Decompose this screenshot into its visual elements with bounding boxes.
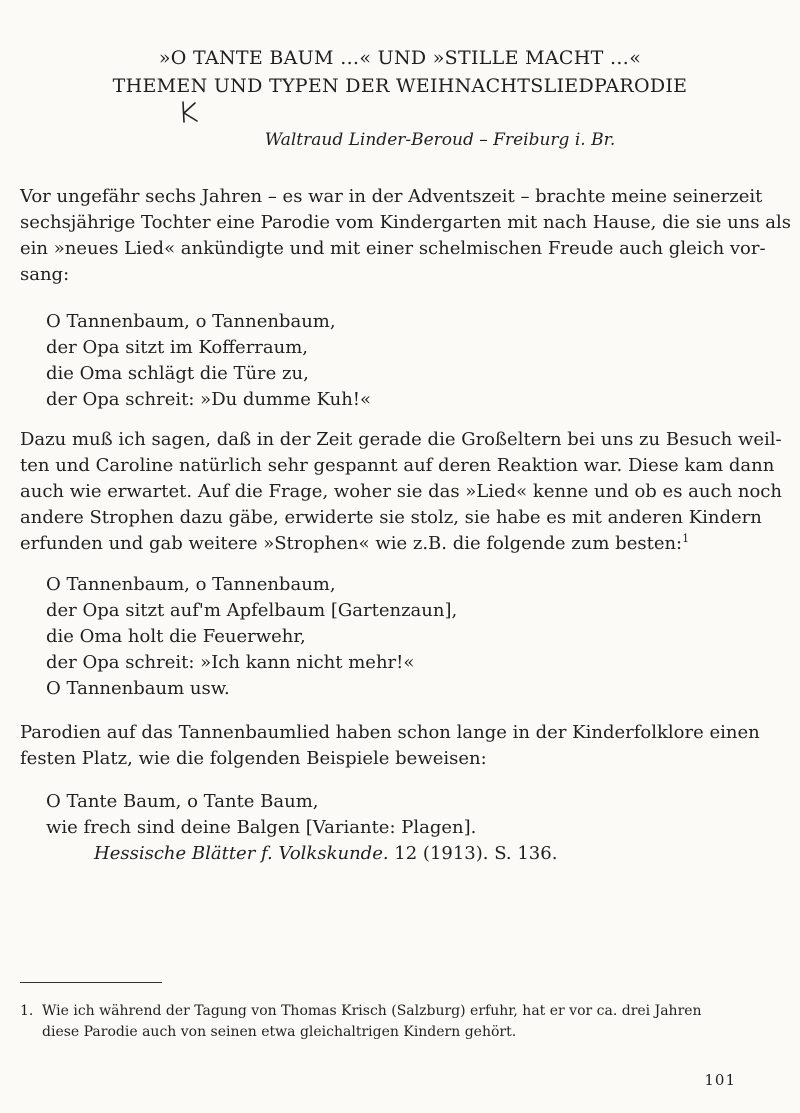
verse-2 xyxy=(46,572,736,702)
paragraph-line: Parodien auf das Tannenbaumlied haben schon lange in der Kinderfolklore einen xyxy=(20,722,760,743)
source-details: 12 (1913). S. 136. xyxy=(388,843,558,864)
title-line-2: THEMEN UND TYPEN DER WEIHNACHTSLIEDPARODIE xyxy=(112,75,688,97)
verse-line: der Opa schreit: »Ich kann nicht mehr!« xyxy=(46,652,415,673)
paragraph-line: sechsjährige Tochter eine Parodie vom Kindergarten mit nach Hause, die sie uns als xyxy=(20,212,791,233)
footnote xyxy=(20,1001,740,1043)
verse-line: der Opa schreit: »Du dumme Kuh!« xyxy=(46,389,372,410)
paragraph-line: andere Strophen dazu gäbe, erwiderte sie stolz, sie habe es mit anderen Kindern xyxy=(20,507,762,528)
verse-line: der Opa sitzt im Kofferraum, xyxy=(46,337,309,358)
verse-1 xyxy=(46,309,736,413)
verse-line: O Tannenbaum, o Tannenbaum, xyxy=(46,311,336,332)
verse-3 xyxy=(46,789,736,867)
paragraph-line: sang: xyxy=(20,264,70,285)
verse-line: der Opa sitzt auf'm Apfelbaum [Gartenzaun], xyxy=(46,600,458,621)
verse-line: die Oma schlägt die Türe zu, xyxy=(46,363,309,384)
footnote-number: 1. xyxy=(20,1003,34,1019)
footnote-divider xyxy=(20,982,162,983)
verse-line: wie frech sind deine Balgen [Variante: Plagen]. xyxy=(46,817,477,838)
paragraph-1 xyxy=(20,184,791,288)
paragraph-line: festen Platz, wie die folgenden Beispiele beweisen: xyxy=(20,748,487,769)
author-line: Waltraud Linder-Beroud – Freiburg i. Br. xyxy=(264,130,616,150)
footnote-text: Wie ich während der Tagung von Thomas Krisch (Salzburg) erfuhr, hat er vor ca. drei Jahren diese Parodie auch von seinen etwa gleichaltrigen Kindern gehört. xyxy=(42,1003,702,1040)
verse-line: O Tante Baum, o Tante Baum, xyxy=(46,791,319,812)
paragraph-line xyxy=(20,531,737,557)
source-journal: Hessische Blätter f. Volkskunde. xyxy=(94,843,389,864)
paragraph-3 xyxy=(20,720,760,772)
paragraph-line: auch wie erwartet. Auf die Frage, woher sie das »Lied« kenne und ob es auch noch xyxy=(20,481,782,502)
page-number: 101 xyxy=(704,1071,736,1089)
paragraph-line: Vor ungefähr sechs Jahren – es war in der Adventszeit – brachte meine seinerzeit xyxy=(20,186,763,207)
verse-line: O Tannenbaum usw. xyxy=(46,678,230,699)
source-citation xyxy=(46,841,736,867)
paragraph-line: Dazu muß ich sagen, daß in der Zeit gerade die Großeltern bei uns zu Besuch weil- xyxy=(20,429,782,450)
paragraph-line: ein »neues Lied« ankündigte und mit einer schelmischen Freude auch gleich vor- xyxy=(20,238,766,259)
title-line-1: »O TANTE BAUM …« UND »STILLE MACHT …« xyxy=(158,47,642,69)
paragraph-2 xyxy=(20,427,782,557)
verse-line: die Oma holt die Feuerwehr, xyxy=(46,626,306,647)
handwritten-mark-icon xyxy=(178,100,200,124)
paragraph-line: ten und Caroline natürlich sehr gespannt auf deren Reaktion war. Diese kam dann xyxy=(20,455,775,476)
footnote-reference[interactable]: 1 xyxy=(682,532,690,545)
paragraph-line-text: erfunden und gab weitere »Strophen« wie z.B. die folgende zum besten: xyxy=(20,533,683,554)
verse-line: O Tannenbaum, o Tannenbaum, xyxy=(46,574,336,595)
